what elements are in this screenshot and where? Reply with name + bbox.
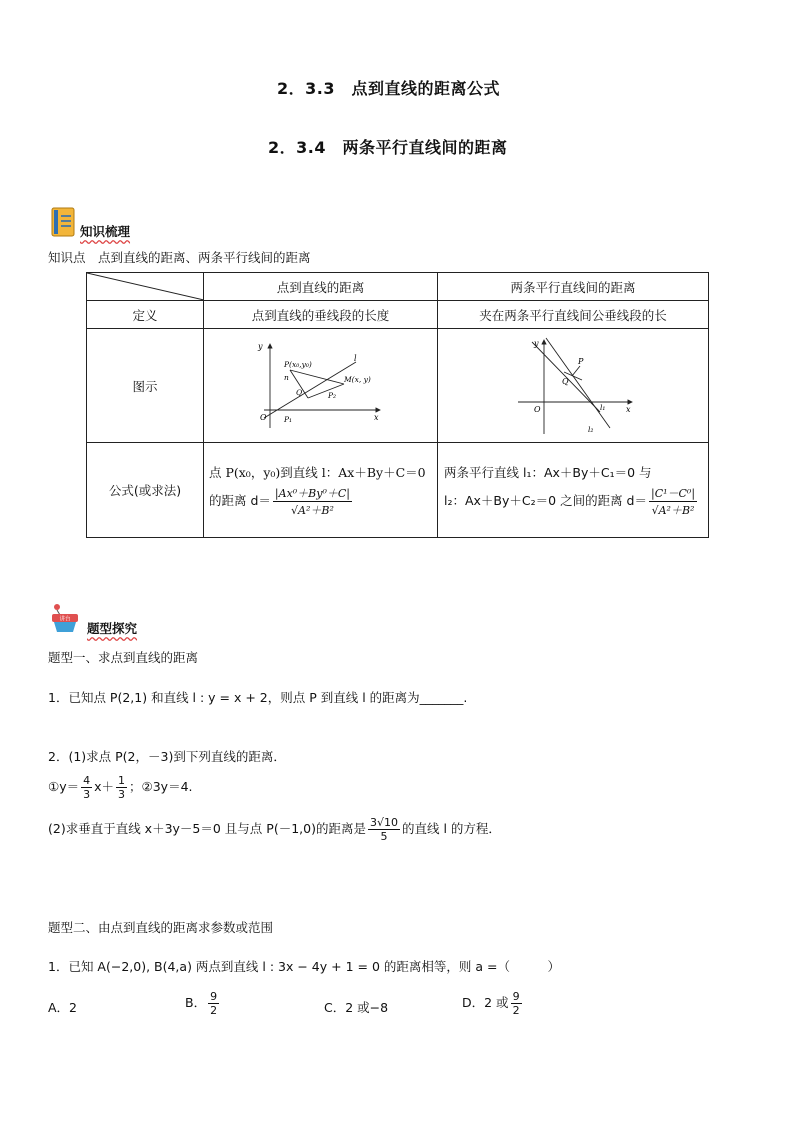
fig1-x-label: x	[373, 412, 379, 422]
title-line-1: 2．3.3 点到直线的距离公式	[277, 79, 500, 98]
type2-question1: 1．已知 A(−2,0), B(4,a) 两点到直线 l : 3x − 4y + 1 = 0 的距离相等，则 a =（ ）	[48, 959, 560, 974]
option-d-num: 9	[512, 990, 520, 1003]
q2-item1-frac1-den: 3	[83, 788, 91, 801]
fig1-origin-label: O	[259, 412, 267, 422]
option-a: A．2	[48, 1000, 78, 1015]
formula1-prefix: 的距离 d＝	[209, 492, 271, 508]
knowledge-table	[86, 272, 709, 538]
q2-item1-frac1	[81, 774, 92, 801]
table-formula-col1	[204, 443, 438, 538]
table-label-definition: 定义	[87, 301, 204, 329]
podium-icon	[48, 603, 84, 633]
fig1-p2-label: P₂	[327, 390, 336, 400]
table-header-col1: 点到直线的距离	[204, 273, 438, 301]
option-d	[462, 990, 524, 1017]
table-definition-col2: 夹在两条平行直线间公垂线段的长	[438, 301, 709, 329]
type1-question1	[48, 688, 467, 706]
option-b	[185, 990, 221, 1017]
fig2-p-label: P	[578, 356, 584, 366]
formula2-prefix: l₂：Ax＋By＋C₂＝0 之间的距离 d＝	[444, 492, 647, 508]
table-figure-col2	[438, 329, 709, 443]
knowledge-point: 知识点 点到直线的距离、两条平行线间的距离	[48, 250, 311, 265]
option-d-frac	[511, 990, 522, 1017]
type1-heading: 题型一、求点到直线的距离	[48, 650, 199, 665]
formula2-numerator: |C¹－C⁰|	[650, 486, 696, 500]
fig2-l1-label: l₁	[600, 402, 606, 412]
q2-part2-post: 的直线 l 的方程．	[401, 821, 501, 836]
fig1-p1-label: P₁	[283, 414, 292, 424]
fig1-n-label: n	[283, 372, 289, 382]
q2-item1-mid: x＋	[94, 779, 115, 794]
formula2-line1: 两条平行直线 l₁：Ax＋By＋C₁＝0 与	[444, 464, 652, 480]
fig2-l2-label: l₂	[588, 424, 594, 434]
q2-part2-frac	[368, 816, 400, 843]
q2-item1-pre: ①y＝	[48, 779, 80, 794]
q2-item1-post: ；②3y＝4.	[129, 779, 193, 794]
podium-badge-text: 讲台	[59, 616, 71, 623]
point-line-distance-diagram	[256, 340, 386, 432]
fig1-l-label: l	[353, 353, 357, 363]
fig1-p-label: P(x₀,y₀)	[283, 359, 312, 369]
table-figure-col1	[204, 329, 438, 443]
fig1-q-label: Q	[295, 387, 302, 397]
type1-question2-part2	[48, 816, 501, 843]
formula1-numerator: |Ax⁰＋By⁰＋C|	[274, 486, 351, 500]
type1-q1-text: 1．已知点 P(2,1) 和直线 l : y = x + 2，则点 P 到直线 l 的距离为	[48, 690, 420, 705]
fig2-y-label: y	[534, 338, 539, 348]
option-c: C．2 或−8	[324, 1000, 389, 1015]
section-knowledge-label: 知识梳理	[80, 224, 131, 239]
option-b-num: 9	[210, 990, 218, 1003]
table-definition-col1: 点到直线的垂线段的长度	[204, 301, 438, 329]
type1-question2-item1	[48, 774, 193, 801]
parallel-lines-distance-diagram	[508, 336, 638, 436]
option-b-den: 2	[210, 1004, 218, 1017]
option-b-label: B．	[185, 995, 207, 1010]
q2-part2-pre: (2)求垂直于直线 x＋3y－5＝0 且与点 P(－1,0)的距离是	[48, 821, 366, 836]
book-icon	[50, 207, 76, 237]
formula2-fraction	[649, 485, 697, 518]
fig1-y-label: y	[257, 341, 263, 351]
type1-q1-blank: _______.	[419, 690, 468, 705]
q2-item1-frac2-den: 3	[118, 788, 126, 801]
formula2-denominator: √A²＋B²	[651, 503, 695, 517]
formula1-line1: 点 P(x₀，y₀)到直线 l：Ax＋By＋C＝0	[209, 464, 426, 480]
q2-item1-frac2-num: 1	[118, 774, 126, 787]
type1-question2-line1: 2．(1)求点 P(2，－3)到下列直线的距离．	[48, 749, 286, 764]
table-label-formula: 公式(或求法)	[87, 443, 204, 538]
type2-heading: 题型二、由点到直线的距离求参数或范围	[48, 920, 274, 935]
option-d-label: D．2 或	[462, 995, 509, 1010]
formula1-denominator: √A²＋B²	[291, 503, 334, 517]
section-explore-label: 题型探究	[87, 621, 138, 636]
table-header-col2: 两条平行直线间的距离	[438, 273, 709, 301]
fig2-x-label: x	[626, 404, 631, 414]
option-d-den: 2	[512, 1004, 520, 1017]
formula1-fraction	[273, 485, 352, 518]
fig2-q-label: Q	[562, 376, 569, 386]
fig1-m-label: M(x, y)	[343, 374, 371, 384]
table-label-figure: 图示	[87, 329, 204, 443]
q2-item1-frac2	[116, 774, 127, 801]
table-corner-cell	[87, 273, 204, 301]
q2-part2-den: 5	[380, 830, 388, 843]
table-formula-col2	[438, 443, 709, 538]
q2-item1-frac1-num: 4	[83, 774, 91, 787]
option-b-frac	[208, 990, 219, 1017]
q2-part2-num: 3√10	[369, 816, 398, 829]
fig2-origin-label: O	[534, 404, 541, 414]
title-line-2: 2．3.4 两条平行直线间的距离	[268, 138, 508, 157]
